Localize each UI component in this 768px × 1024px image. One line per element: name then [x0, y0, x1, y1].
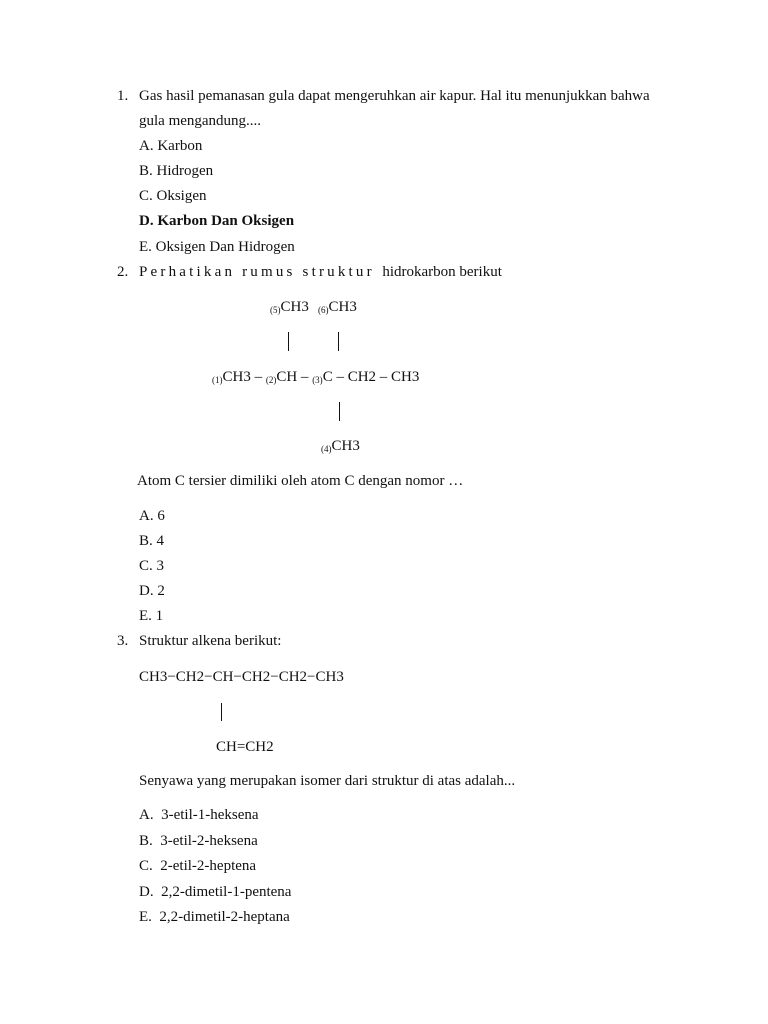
q1-number: 1.	[117, 88, 129, 104]
q3-option-letter: A.	[139, 807, 154, 823]
q2-bond-line	[338, 332, 339, 351]
q2-chain-part-3: C – CH2 – CH3	[322, 369, 420, 385]
q3-option-text: 2,2-dimetil-2-heptana	[159, 909, 290, 925]
q3-number: 3.	[117, 633, 129, 649]
q2-bond-line	[339, 402, 340, 421]
q2-atom-num-4: (4)	[321, 444, 332, 454]
q2-atom-num-5: (5)	[270, 305, 281, 315]
q2-atom-num-6: (6)	[318, 305, 329, 315]
q2-atom-num-3: (3)	[312, 375, 323, 385]
q1-text-line2: gula mengandung....	[139, 113, 262, 129]
q3-main-chain: CH3−CH2−CH−CH2−CH2−CH3	[139, 669, 344, 685]
q2-option-e: E. 1	[139, 608, 164, 624]
q2-atom-4: CH3	[331, 438, 360, 454]
q3-option-text: 3-etil-2-heksena	[160, 833, 258, 849]
q1-option-d-answer: D. Karbon Dan Oksigen	[139, 213, 295, 229]
q3-option-letter: B.	[139, 833, 153, 849]
q2-chain-part-2: CH –	[276, 369, 313, 385]
q3-option-text: 2,2-dimetil-1-pentena	[161, 884, 292, 900]
q3-option-e	[139, 910, 290, 925]
q2-number: 2.	[117, 264, 129, 280]
q2-top-left-group	[270, 300, 309, 315]
q2-text	[139, 265, 502, 280]
q1-option-a: A. Karbon	[139, 138, 203, 154]
q1-text-line1: Gas hasil pemanasan gula dapat mengeruhkan air kapur. Hal itu menunjukkan bahwa	[139, 88, 650, 104]
q2-bond-line	[288, 332, 289, 351]
q1-option-e: E. Oksigen Dan Hidrogen	[139, 239, 295, 255]
q3-option-letter: D.	[139, 884, 154, 900]
q1-option-b: B. Hidrogen	[139, 163, 214, 179]
q2-atom-5: CH3	[280, 299, 309, 315]
q3-bond-line	[221, 703, 222, 721]
q3-text: Struktur alkena berikut:	[139, 633, 282, 649]
q2-text-spaced: Perhatikan rumus struktur	[139, 264, 375, 280]
q3-question: Senyawa yang merupakan isomer dari struktur di atas adalah...	[139, 773, 516, 789]
q2-option-c: C. 3	[139, 558, 165, 574]
q2-main-chain	[212, 370, 419, 385]
q3-option-letter: C.	[139, 858, 153, 874]
q2-option-a: A. 6	[139, 508, 165, 524]
q3-option-b	[139, 834, 258, 849]
q2-atom-num-2: (2)	[265, 375, 277, 385]
q3-option-letter: E.	[139, 909, 152, 925]
q2-option-b: B. 4	[139, 533, 165, 549]
q2-chain-part-1: CH3 –	[222, 369, 266, 385]
q3-option-text: 3-etil-1-heksena	[161, 807, 259, 823]
q3-option-text: 2-etil-2-heptena	[160, 858, 257, 874]
q3-branch: CH=CH2	[216, 739, 274, 755]
q2-top-right-group	[318, 300, 357, 315]
q3-option-a	[139, 808, 259, 823]
q3-option-d	[139, 885, 291, 900]
q2-atom-6: CH3	[328, 299, 357, 315]
q2-text-rest: hidrokarbon berikut	[382, 264, 502, 280]
q2-bottom-group	[321, 439, 360, 454]
q2-atom-num-1: (1)	[212, 375, 223, 385]
q3-option-c	[139, 859, 256, 874]
q2-option-d: D. 2	[139, 583, 165, 599]
q1-option-c: C. Oksigen	[139, 188, 207, 204]
q2-question: Atom C tersier dimiliki oleh atom C dengan nomor …	[137, 473, 464, 489]
